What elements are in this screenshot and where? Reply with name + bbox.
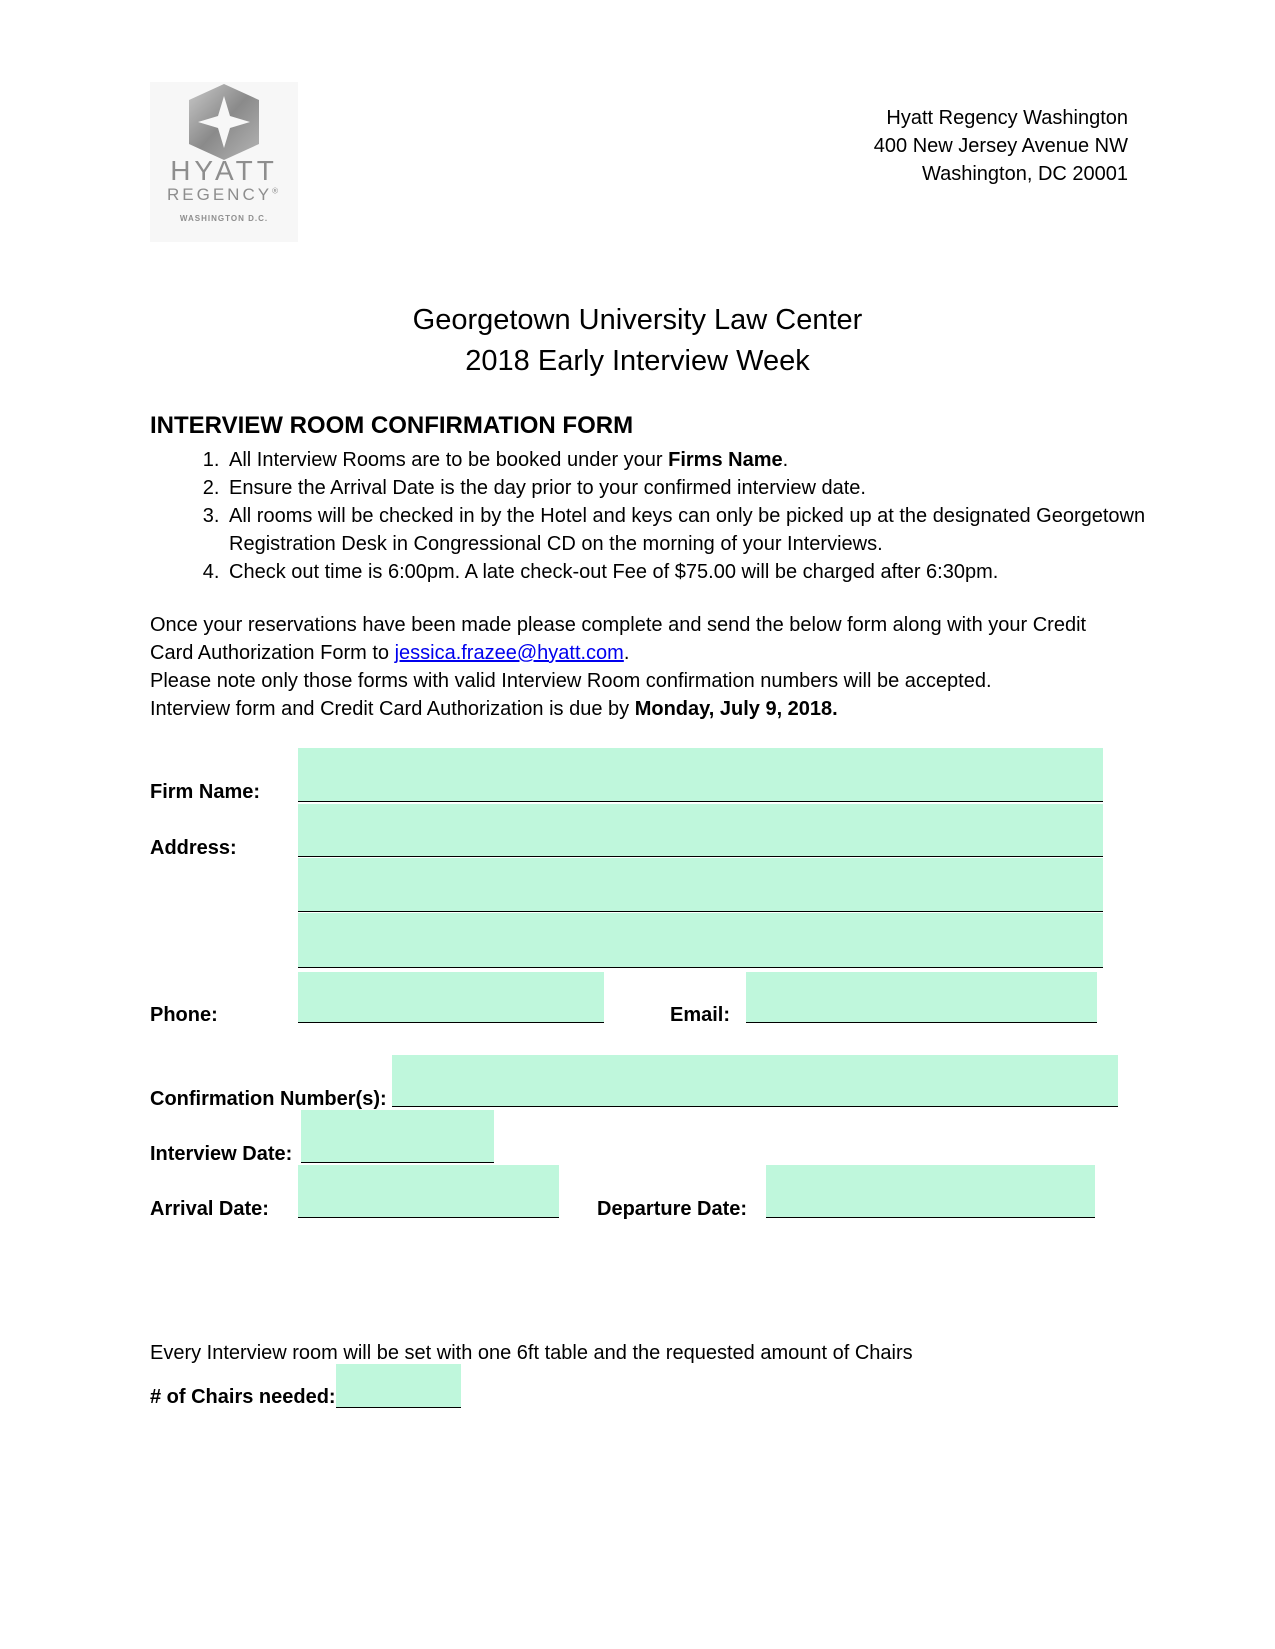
form-heading: INTERVIEW ROOM CONFIRMATION FORM: [150, 412, 634, 439]
phone-underline: [298, 1022, 604, 1023]
interview-date-underline: [301, 1162, 494, 1163]
arrival-date-label: Arrival Date:: [150, 1198, 269, 1220]
address-line1-underline: [298, 856, 1103, 857]
interview-date-field[interactable]: [301, 1110, 494, 1162]
arrival-date-underline: [298, 1217, 559, 1218]
instructions-p1: Once your reservations have been made please complete and send the below form along with your Credit Card Authorization Form to jessica.frazee@hyatt.com.: [150, 614, 1087, 664]
page-title-line2: 2018 Early Interview Week: [465, 345, 810, 377]
chairs-label: # of Chairs needed:: [150, 1386, 336, 1408]
contact-email-link[interactable]: jessica.frazee@hyatt.com: [394, 642, 624, 664]
hyatt-logo: [150, 82, 298, 242]
address-line2-field[interactable]: [298, 858, 1103, 911]
logo-name: HYATT: [170, 155, 278, 186]
email-field[interactable]: [746, 972, 1097, 1023]
arrival-date-field[interactable]: [298, 1165, 559, 1217]
page-title: [0, 300, 1275, 382]
hotel-address-line1: Hyatt Regency Washington: [886, 107, 1128, 129]
hotel-address-line3: Washington, DC 20001: [921, 163, 1128, 185]
chairs-underline: [336, 1407, 461, 1408]
address-line3-underline: [298, 967, 1103, 968]
instructions-p3: Interview form and Credit Card Authorization is due by Monday, July 9, 2018.: [150, 698, 838, 720]
address-line2-underline: [298, 911, 1103, 912]
rule-item: 2. Ensure the Arrival Date is the day prior to your confirmed interview date.: [225, 474, 1165, 502]
address-label: Address:: [150, 837, 237, 859]
address-line3-field[interactable]: [298, 913, 1103, 967]
phone-field[interactable]: [298, 972, 604, 1023]
page-title-line1: Georgetown University Law Center: [412, 304, 863, 336]
departure-date-label: Departure Date:: [597, 1198, 748, 1220]
phone-label: Phone:: [150, 1004, 218, 1026]
confirmation-underline: [392, 1106, 1118, 1107]
email-label: Email:: [670, 1004, 731, 1026]
rule-item: 3. All rooms will be checked in by the Hotel and keys can only be picked up at the designated Georgetown Registration Desk in Congressional CD on the morning of your Interviews.: [225, 502, 1165, 558]
instructions-p2: Please note only those forms with valid Interview Room confirmation numbers will be accepted.: [150, 670, 992, 692]
rule-item: 1. All Interview Rooms are to be booked under your Firms Name.: [225, 446, 1165, 474]
email-underline: [746, 1022, 1097, 1023]
firm-name-field[interactable]: [298, 748, 1103, 802]
chairs-note: Every Interview room will be set with one 6ft table and the requested amount of Chairs: [150, 1342, 913, 1364]
chairs-field[interactable]: [336, 1364, 461, 1407]
rule-item: 4. Check out time is 6:00pm. A late check-out Fee of $75.00 will be charged after 6:30pm.: [225, 558, 1165, 586]
hotel-address: [874, 104, 1128, 188]
confirmation-field[interactable]: [392, 1055, 1118, 1106]
rules-list: [150, 446, 1165, 586]
interview-date-label: Interview Date:: [150, 1143, 293, 1165]
firm-name-underline: [298, 801, 1103, 802]
logo-location: WASHINGTON D.C.: [179, 214, 269, 223]
hotel-address-line2: 400 New Jersey Avenue NW: [873, 135, 1128, 157]
firm-name-label: Firm Name:: [150, 781, 261, 803]
address-line1-field[interactable]: [298, 804, 1103, 856]
confirmation-label: Confirmation Number(s):: [150, 1088, 387, 1110]
logo-subname: REGENCY®: [167, 185, 281, 204]
instructions: [150, 611, 1130, 723]
departure-date-field[interactable]: [766, 1165, 1095, 1217]
departure-date-underline: [766, 1217, 1095, 1218]
